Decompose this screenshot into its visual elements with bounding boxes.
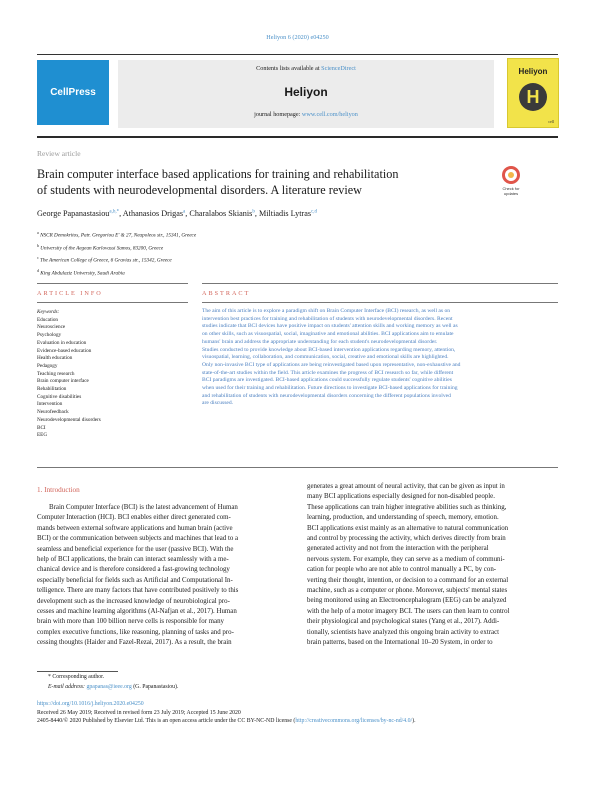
- keyword: Health education: [37, 355, 73, 362]
- check-updates-line: updates: [503, 191, 519, 196]
- author-affiliation-ref[interactable]: c,d: [311, 209, 318, 215]
- article-info-rule: [37, 302, 188, 303]
- abstract-rule-top: [202, 283, 558, 284]
- body-line: cesses and machine learning algorithms (Al-Nafjan et al., 2017). Human: [37, 608, 237, 616]
- license-link[interactable]: http://creativecommons.org/licenses/by-nc-nd/4.0/: [295, 718, 413, 725]
- cover-letter-badge: H: [519, 83, 547, 111]
- article-info-heading: ARTICLE INFO: [37, 290, 103, 297]
- article-type: Review article: [37, 149, 81, 158]
- abstract-line: when used for their training and rehabilitation. Future directions to investigate BCI-based applications for training: [202, 385, 458, 392]
- author-affiliation-ref[interactable]: a: [183, 209, 186, 215]
- cellpress-logo[interactable]: CellPress: [37, 60, 109, 125]
- abstract-line: visuospatial, learning, collaboration, and communication, social, creative and emotional skills are highlighted.: [202, 354, 449, 361]
- email-suffix: (G. Papanastasiou).: [131, 684, 179, 690]
- check-updates-line: Check for: [502, 186, 520, 191]
- affiliation-label: c: [37, 255, 39, 261]
- body-line: brain patterns, based on the International 10–20 System, in order to: [307, 639, 493, 647]
- introduction-heading: 1. Introduction: [37, 486, 80, 494]
- body-line: generates a great amount of neural activity, that can be given as input in: [307, 483, 505, 490]
- body-line: Brain Computer Interface (BCI) is the latest advancement of Human: [49, 504, 238, 511]
- body-line: BCI applications exist mainly as an alternative to natural communication: [307, 524, 509, 532]
- sciencedirect-link[interactable]: ScienceDirect: [321, 65, 356, 72]
- affiliation-label: d: [37, 268, 39, 274]
- body-line: development such as the increased knowledge of neurobiological pro-: [37, 597, 230, 605]
- author-name: George Papanastasiou: [37, 209, 110, 218]
- email-note: [48, 682, 178, 692]
- affiliation-label: a: [37, 230, 39, 235]
- abstract-line: The aim of this article is to explore a paradigm shift on Brain Computer Interface (BCI) research, as well as on: [202, 308, 451, 314]
- body-line: help of BCI applications, the brain can interact seamlessly with a me-: [37, 556, 229, 564]
- corresponding-author-note: * Corresponding author.: [48, 674, 105, 680]
- check-for-updates-button[interactable]: [498, 166, 524, 202]
- keyword: Cognitive disabilities: [37, 393, 82, 400]
- abstract-line: on other skills, such as visuospatial, social, imaginative and emotional abilities. BCI applications aim to emulate: [202, 331, 454, 338]
- keyword: Education: [37, 316, 59, 323]
- affiliation: [37, 266, 196, 279]
- homepage-link[interactable]: www.cell.com/heliyon: [301, 111, 358, 118]
- keyword: Neurofeedback: [37, 409, 69, 416]
- running-head[interactable]: Heliyon 6 (2020) e04250: [266, 34, 329, 41]
- affiliation-text: University of the Aegean Karlovassi Samos, 83200, Greece: [40, 245, 164, 252]
- abstract-rule: [202, 302, 558, 303]
- body-line: their physiological and psychological states (Yang et al., 2017). Addi-: [307, 618, 500, 626]
- affiliation: [37, 253, 196, 266]
- body-line: Computer Interaction (HCI). BCI enables either direct generated com-: [37, 514, 231, 522]
- abstract-line: are discussed.: [202, 400, 234, 407]
- body-line: many BCI applications especially designed for non-disabled people.: [307, 493, 495, 501]
- body-line: machine, such as a computer or phone. Moreover, subjects' mental states: [307, 587, 508, 595]
- title-line: of students with neurodevelopmental disorders. A literature review: [37, 183, 362, 197]
- author-affiliation-ref[interactable]: b: [252, 209, 255, 215]
- keyword: Teaching research: [37, 370, 75, 377]
- keyword: Psychology: [37, 332, 62, 339]
- body-line: seamless and beneficial experience for the user (passive BCI). With the: [37, 545, 234, 553]
- body-right-column: [307, 482, 558, 649]
- copyright-text: 2405-8440/© 2020 Published by Elsevier Ltd. This is an open access article under the CC BY-NC-ND license (: [37, 718, 296, 725]
- section-divider: [37, 467, 558, 468]
- cover-title: Heliyon: [518, 67, 548, 76]
- journal-name: Heliyon: [284, 85, 328, 99]
- contents-prefix: Contents lists available at: [256, 65, 322, 72]
- check-updates-icon: [502, 166, 520, 184]
- body-line: learning, production, and understanding of speech, memory, emotion.: [307, 514, 499, 522]
- affiliation-text: NSCR Demokritos, Patr. Gregoriou E' & 27, Neapoleos str., 15341, Greece: [40, 232, 197, 239]
- keywords-list: [37, 309, 101, 440]
- abstract-line: and rehabilitation of students with neurodevelopmental disorders concerning the different populations involved: [202, 392, 451, 399]
- body-left-column: [37, 503, 290, 649]
- abstract-line: state-of-the-art studies within the field. This article examines the progress of BCI research so far, while different: [202, 369, 454, 376]
- author-name: Athanasios Drigas: [122, 209, 184, 218]
- body-line: These applications can train higher integrative abilities such as thinking,: [307, 503, 507, 511]
- body-line: with the help of a motor imagery BCI. The users can then learn to control: [307, 607, 510, 615]
- body-line: tionally, scientists have analyzed this ongoing brain activity to extract: [307, 628, 500, 636]
- masthead-rule: [37, 136, 558, 138]
- top-rule: [37, 54, 558, 55]
- affiliation: [37, 241, 196, 254]
- cover-footer: cell: [548, 119, 554, 124]
- affiliations: [37, 228, 196, 279]
- author-list: George Papanastasiou$^{a,b,*}$, Athanasios Drigas$^a$, Charalabos Skianis$^b$, Miltiadis Lytras$^{c,d}$: [37, 209, 318, 218]
- article-footer: [37, 700, 416, 726]
- author-name: Miltiadis Lytras: [258, 209, 312, 218]
- keyword: Brain computer interface: [37, 378, 89, 385]
- abstract-line: Only non-invasive BCI type of applications are being reinvestigated based upon representative, non-exhaustive and: [202, 361, 461, 368]
- keyword: Evaluation in education: [37, 339, 87, 346]
- body-line: brain with more than 100 billion nerve cells is responsible for many: [37, 618, 224, 626]
- body-line: telligence. There are many factors that have contributed positively to this: [37, 587, 239, 595]
- body-line: chanical device and is therefore considered a fast-growing technology: [37, 566, 230, 574]
- journal-masthead: [118, 60, 494, 128]
- abstract-heading: ABSTRACT: [202, 290, 251, 297]
- keywords-label: Keywords:: [37, 309, 60, 315]
- keyword: Pedagogy: [37, 362, 58, 369]
- title-line: Brain computer interface based applications for training and rehabilitation: [37, 167, 399, 181]
- body-line: mands between external software applications and human brain (active: [37, 524, 233, 532]
- author-affiliation-ref[interactable]: a,b,*: [109, 209, 120, 215]
- body-line: cation for people who are not able to control manually a PC, by con-: [307, 566, 497, 574]
- abstract-line: Studies conducted to provide knowledge about BCI-based intervention applications regarding memory, attention,: [202, 346, 456, 353]
- footnote: [48, 672, 178, 692]
- copyright-notice: [37, 717, 416, 726]
- body-line: cessing thoughts (Haider and Fazel-Rezai, 2017). As a result, the brain: [37, 639, 232, 647]
- affiliation-text: King Abdulaziz University, Saudi Arabia: [40, 270, 125, 277]
- keyword: Neuroscience: [37, 324, 66, 331]
- affiliation: [37, 228, 196, 241]
- email-link[interactable]: gpapanas@ieee.org: [86, 684, 132, 690]
- keyword: Rehabilitation: [37, 386, 67, 393]
- abstract-line: BCI paradigms are investigated. BCI-based applications could successfully regulate students' cognitive abilities: [202, 377, 452, 384]
- body-line: nervous system. For example, they can serve as a medium of communi-: [307, 555, 505, 563]
- homepage-prefix: journal homepage:: [254, 111, 302, 118]
- received-dates: Received 26 May 2019; Received in revised form 23 July 2019; Accepted 15 June 2020: [37, 709, 241, 716]
- email-label: E-mail address:: [48, 684, 87, 690]
- keyword: Neurodevelopmental disorders: [37, 416, 101, 423]
- affiliation-text: The American College of Greece, 6 Gravias str., 15342, Greece: [40, 258, 172, 265]
- doi-link[interactable]: https://doi.org/10.1016/j.heliyon.2020.e04250: [37, 701, 144, 707]
- body-line: especially beneficial for fields such as Artificial and Computational In-: [37, 576, 233, 584]
- body-line: BCI) or the communication between subjects and machines that lead to a: [37, 535, 239, 543]
- check-updates-label: [498, 186, 524, 196]
- contents-available: [118, 65, 494, 72]
- body-line: generated activity and not from the interaction with the peripheral: [307, 545, 489, 553]
- body-line: and control by processing the activity, which derives directly from brain: [307, 535, 506, 543]
- body-line: complex executive functions, like reasoning, planning of tasks and pro-: [37, 628, 234, 636]
- abstract-text: [202, 308, 558, 408]
- keyword: Intervention: [37, 401, 63, 408]
- author-name: Charalabos Skianis: [189, 209, 253, 218]
- abstract-line: humans' brain and address the appropriate understanding for each student's neurodevelopmental disorder.: [202, 338, 438, 345]
- abstract-line: studies indicate that BCI devices have positive impact on students' attention skills and working memory as well as: [202, 323, 458, 330]
- body-line: being monitored using an Electroencephalogram (EEG) can be analyzed: [307, 597, 507, 605]
- abstract-line: intervention best practices for training and rehabilitation of students with neurodevelopmental disorders. Recent: [202, 315, 453, 322]
- keyword: BCI: [37, 424, 46, 431]
- keyword: Evidence-based education: [37, 347, 92, 354]
- article-title: [37, 166, 477, 198]
- article-info-rule-top: [37, 283, 188, 284]
- journal-homepage: [118, 111, 494, 118]
- keyword: EEG: [37, 432, 48, 439]
- affiliation-label: b: [37, 242, 39, 248]
- body-line: verting their thought, intention, or decision to a command for an external: [307, 576, 509, 584]
- journal-cover-thumbnail[interactable]: [507, 58, 559, 128]
- copyright-close: ).: [412, 718, 416, 725]
